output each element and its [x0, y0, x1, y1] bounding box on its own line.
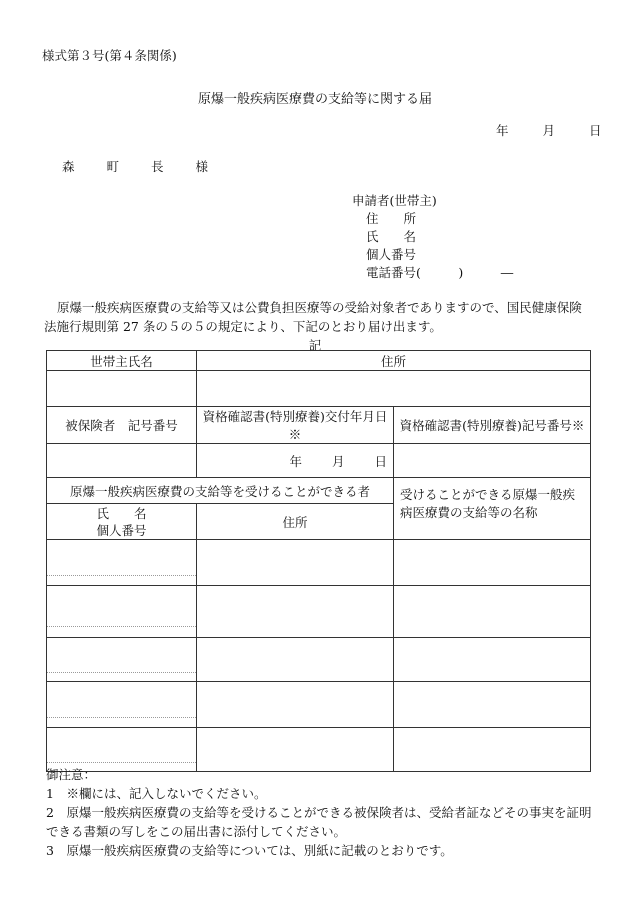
benefit-name-field-3[interactable]: [394, 638, 591, 682]
applicant-name-label: 氏 名: [366, 229, 417, 244]
cert-date-year: 年: [289, 453, 302, 469]
date-year: 年: [496, 123, 509, 138]
applicant-block: [352, 192, 513, 282]
document-title: 原爆一般疾病医療費の支給等に関する届: [197, 92, 432, 107]
householder-name-field[interactable]: [47, 371, 197, 407]
addressee: [62, 157, 208, 175]
eligible-address-field-2[interactable]: [197, 586, 394, 638]
notes-heading: 御注意：: [46, 767, 97, 782]
eligible-address-field-4[interactable]: [197, 682, 394, 728]
form-number: 様式第３号(第４条関係): [42, 48, 177, 63]
applicant-my-number-label: 個人番号: [366, 247, 417, 262]
cert-number-label: 資格確認書(特別療養)記号番号※: [394, 407, 591, 444]
eligible-name-label: [47, 504, 197, 540]
addressee-town: 森: [62, 159, 75, 174]
applicant-heading: 申請者(世帯主): [352, 193, 437, 208]
insured-symbol-field[interactable]: [47, 444, 197, 478]
eligible-address-field-1[interactable]: [197, 540, 394, 586]
addressee-town2: 町: [106, 159, 120, 174]
eligible-name-field-3[interactable]: [47, 638, 197, 682]
date-month: 月: [542, 123, 556, 138]
addressee-sama: 様: [195, 159, 209, 174]
eligible-address-field-3[interactable]: [197, 638, 394, 682]
eligible-name-text: 氏 名: [96, 505, 147, 521]
benefit-name-field-2[interactable]: [394, 586, 591, 638]
note-1: 1 ※欄には、記入しないでください。: [46, 786, 267, 801]
note-2b: できる書類の写しをこの届出書に添付してください。: [46, 824, 347, 839]
benefit-name-label: [394, 478, 591, 540]
note-3: 3 原爆一般疾病医療費の支給等については、別紙に記載のとおりです。: [46, 843, 453, 858]
insured-symbol-label: 被保険者 記号番号: [47, 407, 197, 444]
eligible-name-field-2[interactable]: [47, 586, 197, 638]
applicant-address-label: 住 所: [366, 211, 417, 226]
cert-date-day: 日: [374, 453, 387, 469]
cert-issue-date-label: 資格確認書(特別療養)交付年月日※: [197, 407, 394, 444]
body-statement: 原爆一般疾病医療費の支給等又は公費負担医療等の受給対象者でありますので、国民健康保険法施行規則第 27 条の５の５の規定により、下記のとおり届け出ます。: [44, 300, 582, 334]
eligible-name-field-4[interactable]: [47, 682, 197, 728]
householder-address-field[interactable]: [197, 371, 591, 407]
notes-block: [46, 765, 591, 860]
benefit-name-field-4[interactable]: [394, 682, 591, 728]
head-householder-name: 世帯主氏名: [47, 351, 197, 371]
applicant-phone-label: 電話番号( ) ―: [366, 265, 514, 280]
cert-date-month: 月: [331, 453, 345, 469]
eligible-name-field-1[interactable]: [47, 540, 197, 586]
note-2a: 2 原爆一般疾病医療費の支給等を受けることができる被保険者は、受給者証などその事実を証明: [46, 805, 592, 820]
eligible-my-number-text: 個人番号: [96, 522, 147, 538]
addressee-chief: 長: [151, 159, 164, 174]
benefit-name-text: 受けることができる原爆一般疾病医療費の支給等の名称: [400, 487, 576, 520]
date-day: 日: [589, 123, 602, 138]
cert-number-field[interactable]: [394, 444, 591, 478]
ki-heading: 記: [308, 338, 322, 353]
head-address: 住所: [197, 351, 591, 371]
benefit-name-field-1[interactable]: [394, 540, 591, 586]
cert-issue-date-field[interactable]: [197, 444, 394, 478]
date-line: [496, 121, 602, 139]
eligible-heading: 原爆一般疾病医療費の支給等を受けることができる者: [47, 478, 394, 504]
eligible-address-label: 住所: [197, 504, 394, 540]
application-table: [46, 350, 591, 772]
